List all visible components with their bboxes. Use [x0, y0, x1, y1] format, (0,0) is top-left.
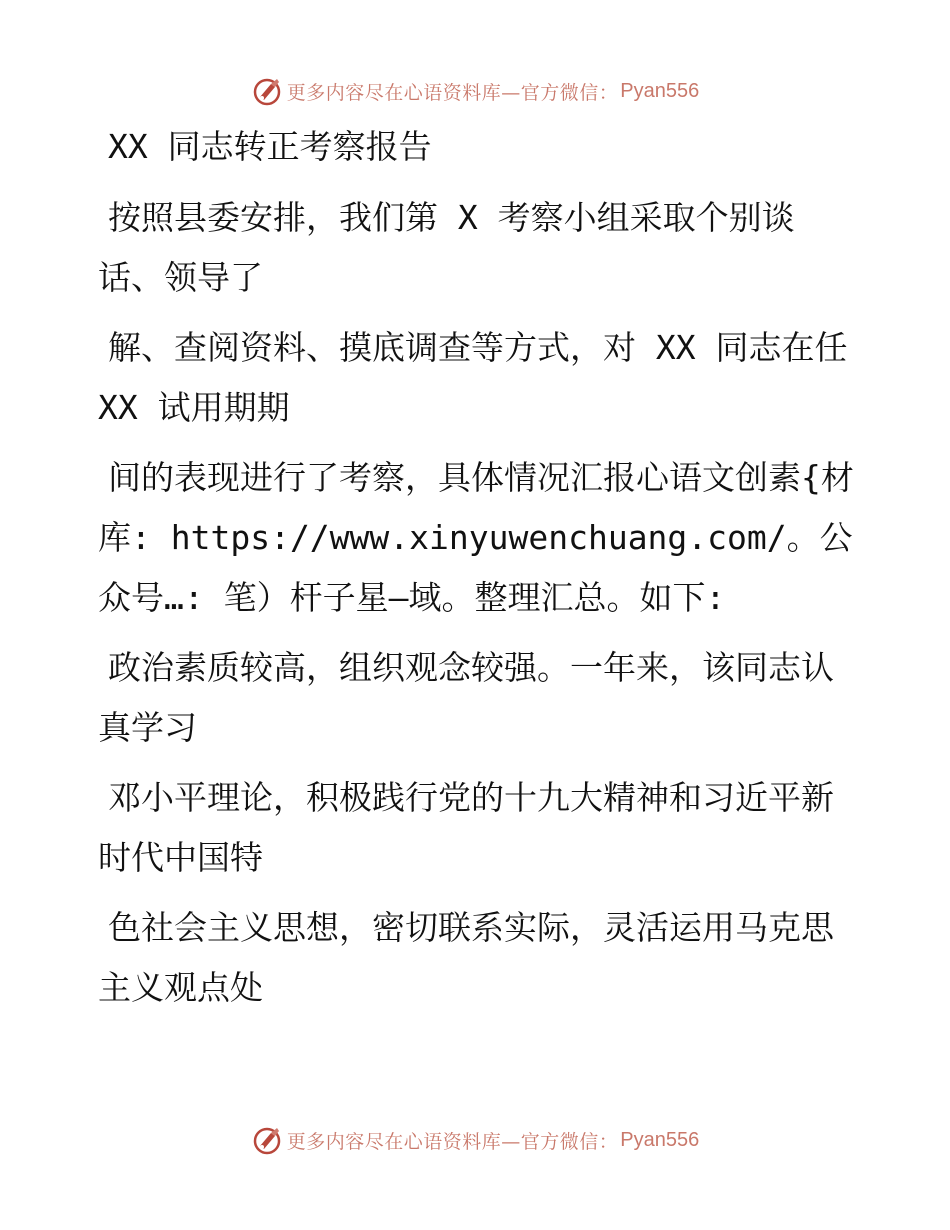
paragraph: 色社会主义思想，密切联系实际，灵活运用马克思主义观点处 — [98, 908, 834, 1007]
pen-logo-icon — [251, 75, 283, 107]
banner-handle: Pyan556 — [620, 79, 700, 102]
header-banner — [0, 71, 950, 111]
pen-logo-icon — [251, 1124, 283, 1156]
footer-banner — [0, 1120, 950, 1160]
document-title: XX 同志转正考察报告 — [108, 127, 432, 166]
banner-handle: Pyan556 — [620, 1128, 700, 1151]
paragraph: 解、查阅资料、摸底调查等方式，对 XX 同志在任 XX 试用期期 — [98, 328, 868, 427]
document-body — [98, 122, 868, 1028]
paragraph: 政治素质较高，组织观念较强。一年来，该同志认真学习 — [98, 648, 834, 747]
paragraph: 按照县委安排，我们第 X 考察小组采取个别谈话、领导了 — [98, 198, 795, 297]
banner-text: 更多内容尽在心语资料库—官方微信： — [286, 81, 619, 104]
paragraph: 邓小平理论，积极践行党的十九大精神和习近平新时代中国特 — [98, 778, 834, 877]
banner-text: 更多内容尽在心语资料库—官方微信： — [286, 1130, 619, 1153]
paragraph: 间的表现进行了考察，具体情况汇报心语文创素{材库: https://www.xinyuwenchuang.com/。公众号…: 笔）杆子星—域。整理汇总。如下: — [98, 458, 854, 617]
